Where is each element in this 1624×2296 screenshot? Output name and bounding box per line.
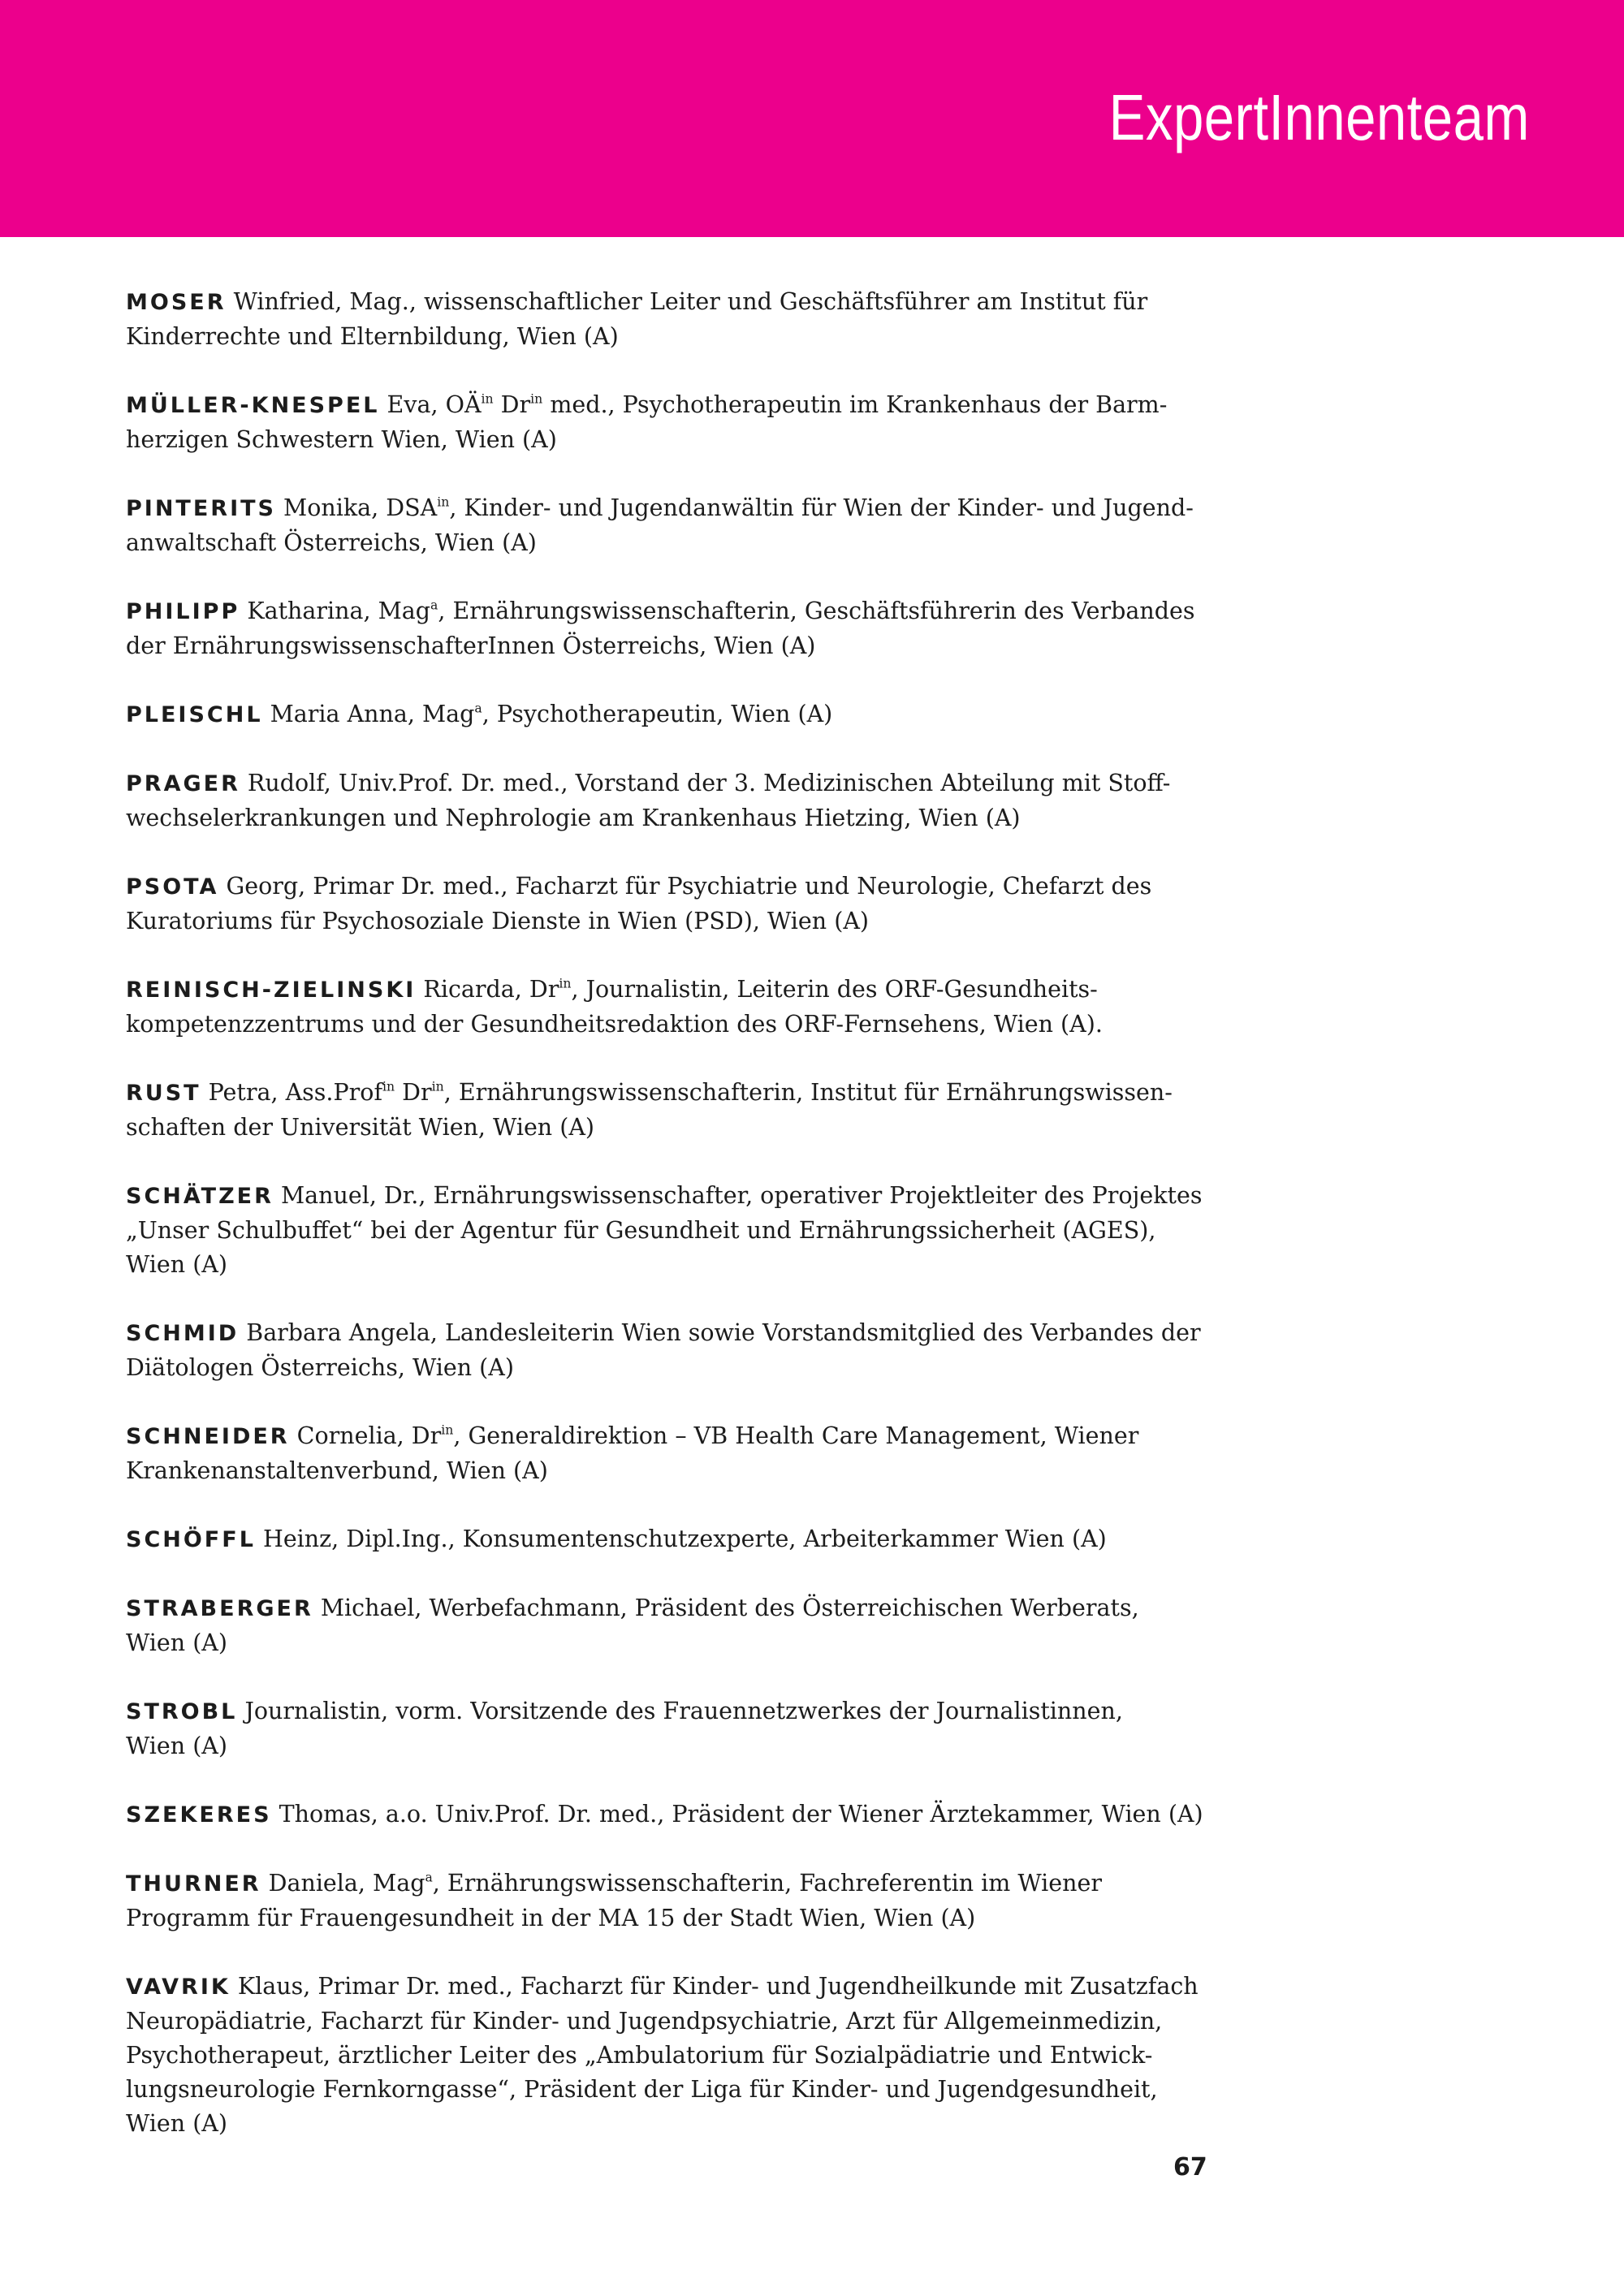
expert-surname: PSOTA	[126, 874, 219, 900]
page-title: ExpertInnenteam	[1108, 81, 1530, 153]
expert-description: Dr	[493, 391, 531, 418]
entry-line	[126, 1454, 1198, 1488]
expert-entry	[126, 388, 1198, 457]
expert-description: Manuel, Dr., Ernährungswissenschafter, operativer Projektleiter des Projektes	[273, 1182, 1203, 1209]
title-suffix: in	[530, 391, 543, 407]
expert-entry	[126, 973, 1198, 1042]
expert-entry	[126, 766, 1198, 835]
entry-line	[126, 320, 1198, 354]
expert-description: , Kinder- und Jugendanwältin für Wien der Kinder- und Jugend-	[449, 494, 1194, 521]
expert-entry	[126, 1591, 1198, 1660]
expert-description: Michael, Werbefachmann, Präsident des Österreichischen Werberats,	[313, 1595, 1139, 1621]
expert-entry	[126, 870, 1198, 939]
entry-line	[126, 1970, 1198, 2005]
expert-surname: STROBL	[126, 1699, 238, 1724]
entry-line	[126, 697, 1198, 732]
expert-description: wechselerkrankungen und Nephrologie am Krankenhaus Hietzing, Wien (A)	[126, 805, 1021, 831]
expert-description: Programm für Frauengesundheit in der MA 15 der Stadt Wien, Wien (A)	[126, 1905, 976, 1931]
entry-line	[126, 2005, 1198, 2039]
entry-line	[126, 491, 1198, 526]
entry-line	[126, 1798, 1203, 1832]
entry-line	[126, 1867, 1198, 1901]
expert-description: Eva, OÄ	[379, 391, 482, 418]
expert-description: schaften der Universität Wien, Wien (A)	[126, 1114, 595, 1141]
expert-description: kompetenzzentrums und der Gesundheitsredaktion des ORF-Fernsehens, Wien (A).	[126, 1011, 1103, 1038]
expert-entry	[126, 1970, 1198, 2141]
expert-entry	[126, 594, 1198, 663]
title-suffix: in	[437, 494, 450, 510]
expert-description: Diätologen Österreichs, Wien (A)	[126, 1354, 514, 1381]
expert-description: med., Psychotherapeutin im Krankenhaus der Barm-	[542, 391, 1168, 418]
expert-description: herzigen Schwestern Wien, Wien (A)	[126, 426, 557, 453]
title-suffix: in	[382, 1078, 395, 1094]
expert-description: , Psychotherapeutin, Wien (A)	[482, 701, 833, 727]
expert-entry	[126, 491, 1198, 560]
entry-line	[126, 1111, 1198, 1145]
expert-entry	[126, 285, 1198, 354]
expert-description: Dr	[395, 1079, 432, 1106]
expert-surname: MOSER	[126, 290, 227, 315]
expert-description: Wien (A)	[126, 2110, 228, 2137]
expert-description: Wien (A)	[126, 1251, 228, 1278]
expert-surname: PLEISCHL	[126, 702, 263, 727]
entry-line	[126, 2039, 1198, 2073]
entry-line	[126, 1179, 1203, 1214]
expert-description: Winfried, Mag., wissenschaftlicher Leiter und Geschäftsführer am Institut für	[226, 288, 1148, 315]
expert-description: lungsneurologie Fernkorngasse“, Präsident der Liga für Kinder- und Jugendgesundheit,	[126, 2076, 1158, 2103]
entry-line	[126, 1694, 1198, 1729]
expert-description: Krankenanstaltenverbund, Wien (A)	[126, 1457, 548, 1484]
entry-line	[126, 388, 1198, 423]
title-suffix: a	[474, 700, 482, 716]
expert-description: Journalistin, vorm. Vorsitzende des Frauennetzwerkes der Journalistinnen,	[237, 1698, 1123, 1724]
entry-line	[126, 1419, 1198, 1454]
entry-line	[126, 973, 1198, 1008]
expert-surname: PHILIPP	[126, 599, 240, 624]
expert-entry	[126, 1522, 1198, 1557]
header-band	[0, 0, 1624, 237]
expert-entry	[126, 1867, 1198, 1936]
expert-surname: SCHÄTZER	[126, 1184, 274, 1209]
entry-line	[126, 1351, 1198, 1385]
expert-description: der ErnährungswissenschafterInnen Österreichs, Wien (A)	[126, 632, 816, 659]
expert-description: Psychotherapeut, ärztlicher Leiter des „Ambulatorium für Sozialpädiatrie und Entwick-	[126, 2042, 1153, 2069]
expert-description: Rudolf, Univ.Prof. Dr. med., Vorstand der 3. Medizinischen Abteilung mit Stoff-	[240, 770, 1171, 796]
expert-entry	[126, 1419, 1198, 1488]
expert-surname: REINISCH-ZIELINSKI	[126, 978, 417, 1003]
entry-line	[126, 1008, 1198, 1042]
expert-entry	[126, 697, 1198, 732]
entry-line	[126, 904, 1198, 939]
page-number: 67	[1173, 2153, 1207, 2182]
expert-description: Wien (A)	[126, 1733, 228, 1759]
expert-description: Barbara Angela, Landesleiterin Wien sowie Vorstandsmitglied des Verbandes der	[239, 1319, 1201, 1346]
entry-line	[126, 870, 1198, 904]
expert-description: Petra, Ass.Prof	[201, 1079, 382, 1106]
expert-description: Daniela, Mag	[261, 1870, 425, 1897]
expert-entry	[126, 1316, 1201, 1385]
entry-line	[126, 766, 1198, 801]
expert-surname: SCHÖFFL	[126, 1527, 256, 1552]
expert-description: Ricarda, Dr	[416, 976, 559, 1003]
expert-entry	[126, 1076, 1198, 1145]
expert-description: Cornelia, Dr	[289, 1422, 442, 1449]
expert-entry	[126, 1798, 1203, 1832]
entry-line	[126, 1591, 1198, 1626]
expert-surname: SCHMID	[126, 1321, 240, 1346]
expert-description: Kinderrechte und Elternbildung, Wien (A)	[126, 323, 619, 350]
expert-surname: VAVRIK	[126, 1974, 231, 2000]
expert-description: , Ernährungswissenschafterin, Fachreferentin im Wiener	[432, 1870, 1102, 1897]
expert-description: Wien (A)	[126, 1629, 228, 1656]
expert-description: „Unser Schulbuffet“ bei der Agentur für Gesundheit und Ernährungssicherheit (AGES),	[126, 1217, 1156, 1244]
entry-line	[126, 801, 1198, 835]
expert-entry	[126, 1694, 1198, 1763]
expert-surname: SZEKERES	[126, 1802, 272, 1828]
expert-description: Georg, Primar Dr. med., Facharzt für Psychiatrie und Neurologie, Chefarzt des	[218, 873, 1152, 900]
expert-description: , Generaldirektion – VB Health Care Management, Wiener	[453, 1422, 1139, 1449]
expert-description: Heinz, Dipl.Ing., Konsumentenschutzexperte, Arbeiterkammer Wien (A)	[255, 1526, 1107, 1552]
title-suffix: in	[559, 975, 572, 991]
expert-description: anwaltschaft Österreichs, Wien (A)	[126, 529, 537, 556]
expert-description: Kuratoriums für Psychosoziale Dienste in Wien (PSD), Wien (A)	[126, 908, 870, 934]
entry-line	[126, 594, 1198, 629]
entry-line	[126, 2107, 1198, 2141]
entry-line	[126, 1626, 1198, 1660]
expert-surname: MÜLLER-KNESPEL	[126, 393, 380, 418]
entry-line	[126, 1522, 1198, 1557]
title-suffix: in	[481, 391, 494, 407]
expert-description: Monika, DSA	[276, 494, 438, 521]
entry-line	[126, 1076, 1198, 1111]
title-suffix: a	[425, 1869, 433, 1885]
expert-description: Katharina, Mag	[240, 598, 431, 624]
expert-surname: STRABERGER	[126, 1596, 313, 1621]
entry-line	[126, 1729, 1198, 1763]
entry-line	[126, 2073, 1198, 2107]
expert-description: Maria Anna, Mag	[262, 701, 475, 727]
title-suffix: a	[430, 597, 438, 613]
expert-surname: PINTERITS	[126, 496, 276, 521]
expert-surname: SCHNEIDER	[126, 1424, 290, 1449]
entry-line	[126, 1316, 1201, 1351]
entry-line	[126, 629, 1198, 663]
entry-line	[126, 1901, 1198, 1936]
expert-description: , Ernährungswissenschafterin, Geschäftsführerin des Verbandes	[438, 598, 1195, 624]
expert-surname: PRAGER	[126, 771, 240, 796]
entry-line	[126, 423, 1198, 457]
expert-description: , Journalistin, Leiterin des ORF-Gesundheits-	[571, 976, 1098, 1003]
entry-line	[126, 1248, 1198, 1282]
expert-surname: THURNER	[126, 1871, 261, 1897]
expert-entry	[126, 1179, 1203, 1282]
expert-description: , Ernährungswissenschafterin, Institut für Ernährungswissen-	[443, 1079, 1173, 1106]
expert-description: Klaus, Primar Dr. med., Facharzt für Kinder- und Jugendheilkunde mit Zusatzfach	[230, 1973, 1199, 2000]
entry-line	[126, 1214, 1198, 1248]
entry-line	[126, 285, 1198, 320]
expert-list	[126, 285, 1203, 2175]
expert-surname: RUST	[126, 1081, 201, 1106]
expert-description: Thomas, a.o. Univ.Prof. Dr. med., Präsident der Wiener Ärztekammer, Wien (A)	[271, 1801, 1203, 1828]
title-suffix: in	[431, 1078, 444, 1094]
entry-line	[126, 526, 1198, 560]
expert-description: Neuropädiatrie, Facharzt für Kinder- und Jugendpsychiatrie, Arzt für Allgemeinmedizin,	[126, 2008, 1163, 2035]
title-suffix: in	[441, 1422, 454, 1438]
